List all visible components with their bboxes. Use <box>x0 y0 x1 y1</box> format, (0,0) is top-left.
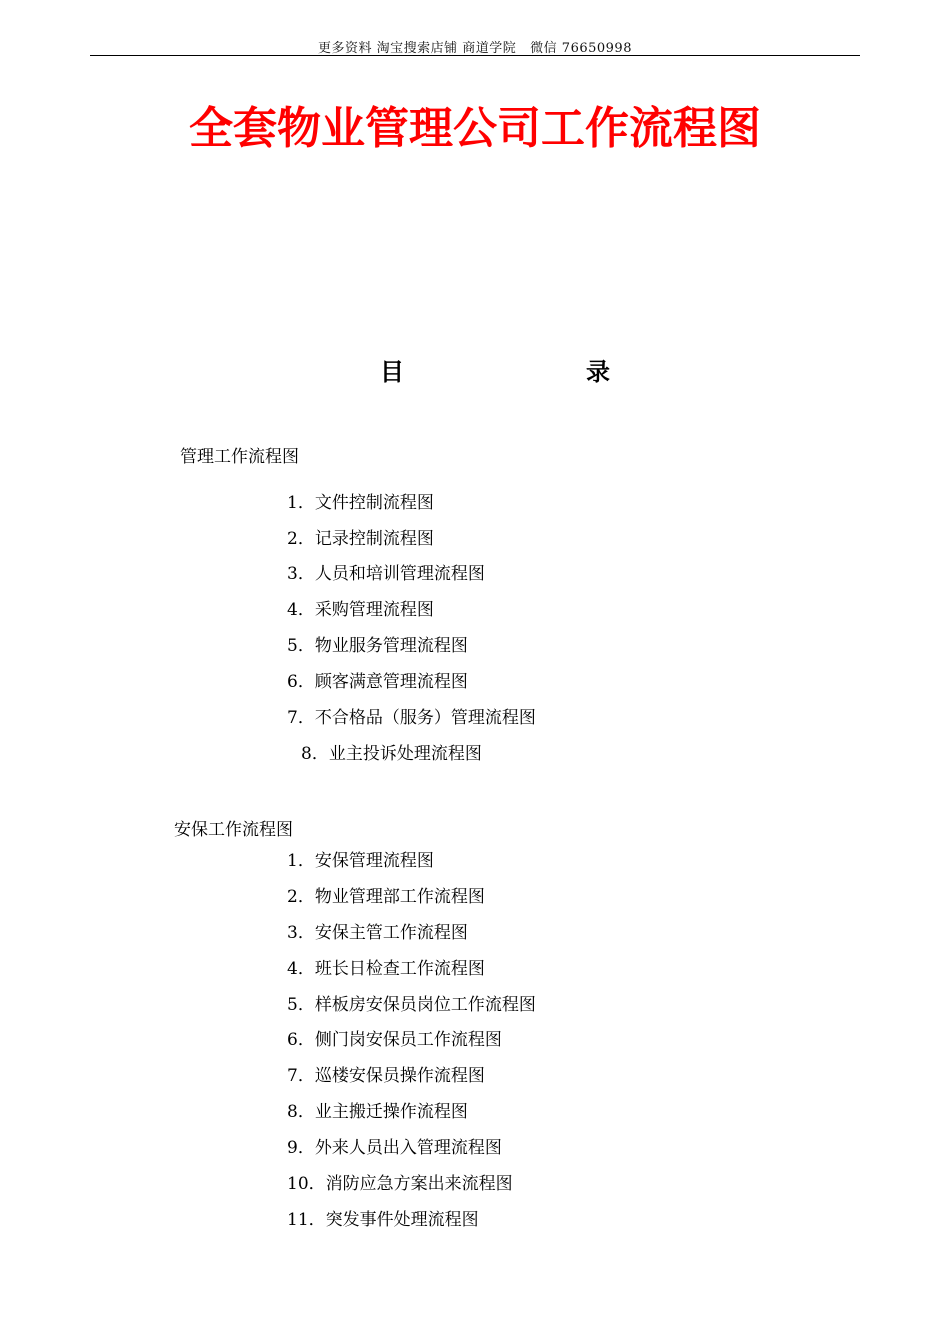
section-heading-security: 安保工作流程图 <box>174 820 293 840</box>
toc-item: 1．安保管理流程图 <box>287 851 434 871</box>
toc-item: 4．采购管理流程图 <box>287 600 434 620</box>
toc-item: 9．外来人员出入管理流程图 <box>287 1138 502 1158</box>
toc-item: 10．消防应急方案出来流程图 <box>287 1174 513 1194</box>
toc-item: 2．记录控制流程图 <box>287 529 434 549</box>
toc-item: 8．业主搬迁操作流程图 <box>287 1102 468 1122</box>
toc-title-char-2: 录 <box>586 358 610 386</box>
toc-item: 5．样板房安保员岗位工作流程图 <box>287 995 536 1015</box>
toc-item: 3．安保主管工作流程图 <box>287 923 468 943</box>
toc-title-char-1: 目 <box>380 358 404 386</box>
page-header-text: 更多资料 淘宝搜索店铺 商道学院 微信 76650998 <box>318 41 632 56</box>
toc-item: 7．巡楼安保员操作流程图 <box>287 1066 485 1086</box>
document-title: 全套物业管理公司工作流程图 <box>189 103 761 154</box>
toc-item: 2．物业管理部工作流程图 <box>287 887 485 907</box>
toc-item: 1．文件控制流程图 <box>287 493 434 513</box>
toc-item: 8．业主投诉处理流程图 <box>301 744 482 764</box>
toc-item: 4．班长日检查工作流程图 <box>287 959 485 979</box>
toc-item: 6．顾客满意管理流程图 <box>287 672 468 692</box>
toc-item: 6．侧门岗安保员工作流程图 <box>287 1030 502 1050</box>
toc-item: 3．人员和培训管理流程图 <box>287 564 485 584</box>
header-divider <box>90 55 860 56</box>
section-heading-management: 管理工作流程图 <box>180 447 299 467</box>
toc-item: 11．突发事件处理流程图 <box>287 1210 479 1230</box>
toc-item: 7．不合格品（服务）管理流程图 <box>287 708 536 728</box>
toc-item: 5．物业服务管理流程图 <box>287 636 468 656</box>
